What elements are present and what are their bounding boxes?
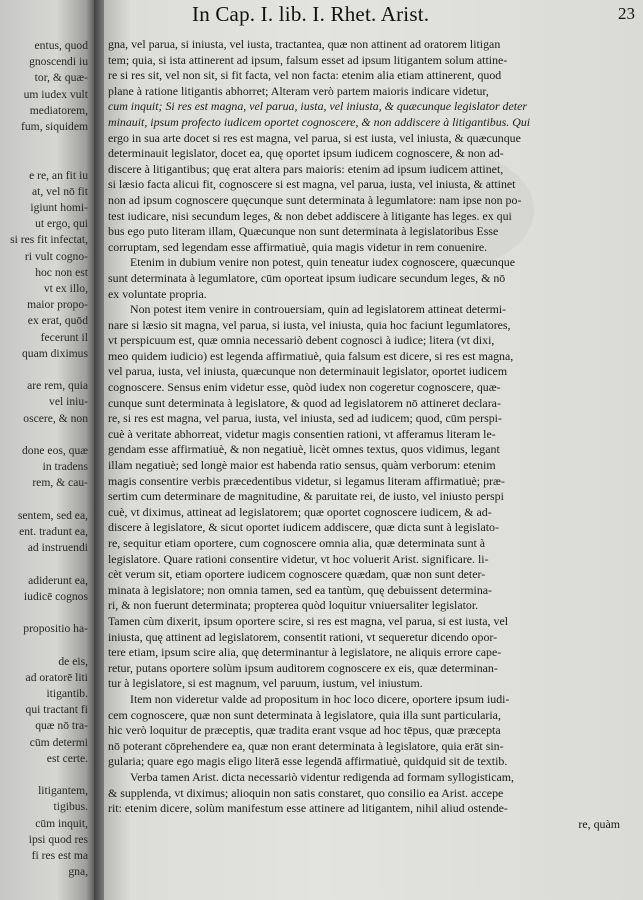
prev-page-line: maior propo- — [27, 298, 88, 312]
prev-page-line: tigibus. — [53, 800, 88, 814]
prev-page-line: gnoscendi iu — [29, 55, 88, 69]
prev-page-line: ex erat, quōd — [27, 314, 88, 328]
prev-page-line: ad oratorē liti — [25, 670, 88, 684]
text-line: re si res sit, vel non sit, si fit facta, vel non facta: etenim alia etiam attinerent, quod — [108, 68, 502, 83]
prev-page-line: ipsi quod res — [28, 832, 88, 846]
prev-page-line: ent. tradunt ea, — [19, 525, 88, 538]
prev-page-line: qui tractant fi — [25, 703, 88, 717]
prev-page-line: adiderunt ea, — [28, 573, 88, 587]
prev-page-line: cūm determi — [29, 735, 88, 749]
text-line: Item non videretur valde ad propositum in hoc loco dicere, oportere ipsum iudi- — [130, 691, 510, 706]
text-line: Non potest item venire in controuersiam, quin ad legislatorem attineat determi- — [130, 302, 507, 317]
text-line: legislatore. Quare rationi consentire videtur, vt hoc voluerit Arist. significare. li- — [108, 551, 489, 566]
prev-page-line: itigantib. — [46, 687, 88, 700]
running-head: In Cap. I. lib. I. Rhet. Arist. — [192, 2, 430, 26]
text-line: vel parua, iusta, vel iniusta, quæcunque non determinauit legislator, oportet iudicem — [108, 364, 508, 379]
text-line: cuè, vt diximus, attineat ad legislatorem; quæ oportet cognoscere iudicem, & ad- — [108, 504, 492, 519]
book-page — [104, 0, 643, 900]
text-line: retur, putans oportere solùm ipsum auditorem cognoscere ex eis, quæ determinan- — [108, 660, 498, 675]
text-line: sertim cum determinare de magnitudine, & paruitate rei, de iusto, vel iniusto perspi — [108, 489, 504, 504]
text-line: cuè à veritate abhorreat, videtur magis consentien rationi, vt afferamus literam le- — [108, 426, 496, 441]
prev-page-line: cūm inquit, — [35, 816, 88, 830]
text-line: non ad ipsum cognoscere quęcunque sunt determinata à legumlatore: nam ipse non po- — [108, 192, 522, 207]
prev-page-line: propositio ha- — [23, 622, 88, 636]
prev-page-line: igiunt homi- — [30, 201, 88, 214]
prev-page-line: hoc non est — [35, 265, 88, 279]
prev-page-line: ut ergo, qui — [35, 217, 88, 231]
prev-page-line: si res fit infectat, — [10, 233, 88, 247]
body-text — [108, 37, 628, 832]
text-line: cum inquit; Si res est magna, vel parua, iusta, vel iniusta, & quæcunque legislator deter — [108, 99, 527, 114]
prev-page-line: um iudex vult — [23, 87, 88, 101]
previous-page-edge — [0, 0, 94, 900]
text-line: cognoscere. Sensus enim videtur esse, quòd iudex non cogeretur cognoscere, quæ- — [108, 380, 501, 395]
text-line: gendam esse affirmatiuè, & non negatiuè, licèt omnes textus, quos vidimus, legant — [108, 442, 500, 457]
book-gutter — [94, 0, 104, 900]
prev-page-line: ri vult cogno- — [24, 249, 88, 263]
prev-page-line: iudicē cognos — [23, 589, 88, 603]
text-line: cèt verum sit, etiam oportere iudicem cognoscere quædam, quæ non sunt deter- — [108, 567, 486, 582]
prev-page-line: tor, & quæ- — [34, 71, 88, 85]
text-line: re, quàm — [578, 816, 620, 831]
prev-page-line: oscere, & non — [23, 411, 88, 425]
prev-page-line: e re, an fit iu — [29, 168, 88, 182]
text-line: Verba tamen Arist. dicta necessariò videntur redigenda ad formam syllogisticam, — [130, 769, 515, 784]
text-line: ri, & non fuerunt determinata; propterea quòd loquitur vniuersaliter legislator. — [108, 598, 479, 613]
text-line: vt perspicuum est, quæ omnia necessariò debent cognosci à iudice; litera (vt dixi, — [108, 333, 495, 348]
text-line: meo quidem iudicio) est legenda affirmatiuè, quia falsum est dicere, si res est magna, — [108, 348, 514, 363]
text-line: discere à legislatore, & sicut oportet iudicem addiscere, quæ dicta sunt à legislato- — [108, 520, 499, 535]
text-line: re, si res est magna, vel parua, iusta, vel iniusta, sed ad iudicem; quod, cūm perspi- — [108, 411, 502, 426]
text-line: rit: etenim dicere, solùm manifestum esse attinere ad litigantem, nihil aliud ostende- — [108, 801, 508, 816]
text-line: hic verò loquitur de præceptis, quæ tradita erant vsque ad hoc tēpus, quæ præcepta — [108, 723, 501, 738]
prev-page-line: fi res est ma — [31, 849, 88, 862]
text-line: re, sequitur etiam oportere, cum cognoscere omnia alia, quæ determinata sunt à — [108, 536, 486, 550]
prev-page-line: vel iniu- — [49, 395, 88, 409]
prev-page-line: litigantem, — [38, 784, 88, 798]
prev-page-line: fecerunt il — [40, 330, 88, 344]
prev-page-line: in tradens — [42, 460, 88, 474]
text-line: si læsio facta alicui fit, cognoscere si est magna, vel parua, iusta, vel iniusta, & attinet — [108, 177, 516, 192]
text-line: nare si læsio sit magna, vel parua, si iusta, vel iniusta, quia hoc faciunt legumlatores, — [108, 317, 511, 332]
text-line: bus ego puto literam illam, Quæcunque non sunt determinata à legislatoribus Esse — [108, 224, 499, 239]
text-line: corruptam, sed legendam esse affirmatiuè, quia magis videtur in rem conuenire. — [108, 239, 488, 254]
text-line: minata à legislatore; non omnia tamen, sed ea tantùm, quę debuissent determina- — [108, 582, 493, 597]
text-line: illam negatiuè; sed longè maior est habenda ratio sensus, quàm verborum: etenim — [108, 458, 496, 473]
prev-page-line: sentem, sed ea, — [17, 508, 88, 522]
text-line: cunque sunt determinata à legislatore, & quod ad legislatorem nō attineret declara- — [108, 395, 501, 410]
text-line: test iudicare, nisi secundum leges, & non debet addiscere à litigante has leges. ex qui — [108, 208, 512, 223]
text-line: tur à legislatore, si est magnum, vel paruum, iustum, vel iniustum. — [108, 676, 423, 691]
text-line: iniusta, quę attinent ad legislatorem, consentit rationi, vt sequeretur dicendo opor- — [108, 629, 498, 644]
prev-page-line: ad instruendi — [27, 541, 88, 555]
text-line: sunt determinata à legumlatore, cūm oporteat ipsum iudicare secundum leges, & nō — [108, 270, 506, 285]
prev-page-line: vt ex illo, — [43, 282, 88, 295]
text-line: gularia; quare ego magis eligo literā esse legendā affirmatiuè, quidquid sit de textib. — [108, 754, 508, 769]
text-line: & supplenda, vt diximus; alioquin non satis constaret, quo consilio ea Arist. accepe — [108, 785, 504, 800]
prev-page-line: entus, quod — [34, 39, 88, 52]
text-line: Etenim in dubium venire non potest, quin teneatur iudex cognoscere, quæcunque — [130, 255, 516, 270]
text-line: cem cognoscere, quæ non sunt determinata à legislatore, quia illa sunt particularia, — [108, 707, 501, 722]
text-line: discere à litigantibus; quę erat altera pars maioris: etenim ad ipsum iudicem attinet, — [108, 161, 504, 176]
prev-page-line: quæ nō tra- — [35, 719, 88, 733]
prev-page-line: est certe. — [46, 751, 88, 765]
prev-page-line: rem, & cau- — [32, 476, 88, 490]
text-line: plane à ratione litigantis abhorret; Alteram verò partem maioris indicare videtur, — [108, 83, 489, 98]
prev-page-line: done eos, quæ — [21, 444, 88, 457]
prev-page-line: quam diximus — [21, 346, 88, 360]
prev-page-line: gna, — [68, 865, 88, 879]
text-line: ex voluntate propria. — [108, 286, 207, 301]
text-line: nō poterant cōprehendere ea, quæ non erant determinata à legislatore, quia erāt sin- — [108, 738, 504, 753]
text-line: tere etiam, ipsum scire alia, quę determinantur à legislatore, ne aliquis errore cape- — [108, 645, 502, 660]
prev-page-line: at, vel nō fit — [31, 184, 88, 198]
text-line: minauit, ipsum profecto iudicem oportet cognoscere, & non addiscere à litigantibus. Qui — [108, 114, 531, 129]
prev-page-line: fum, siquidem — [21, 120, 88, 133]
text-line: ergo in sua arte docet si res est magna, vel parua, si est iusta, vel iniusta, & quæcunque — [108, 130, 521, 145]
text-line: Tamen cùm dixerit, ipsum oportere scire, si res est magna, vel parua, si est iusta, vel — [108, 613, 509, 628]
prev-page-line: de eis, — [58, 654, 88, 668]
prev-page-line: are rem, quia — [27, 379, 88, 393]
text-line: tem; quia, si ista attinerent ad ipsum, falsum esset ad ipsum litigantem solum attine- — [108, 52, 508, 67]
prev-page-line: mediatorem, — [29, 103, 88, 117]
page-number: 23 — [618, 4, 635, 23]
text-line: gna, vel parua, si iniusta, vel iusta, tractantea, quæ non attinent ad oratorem litigan — [108, 37, 501, 51]
text-line: magis consentire verbis præcedentibus videtur, si legamus literam affirmatiuè; præ- — [108, 473, 505, 488]
text-line: determinauit legislator, docet ea, quę oportet ipsum iudicem cognoscere, & non ad- — [108, 146, 504, 161]
